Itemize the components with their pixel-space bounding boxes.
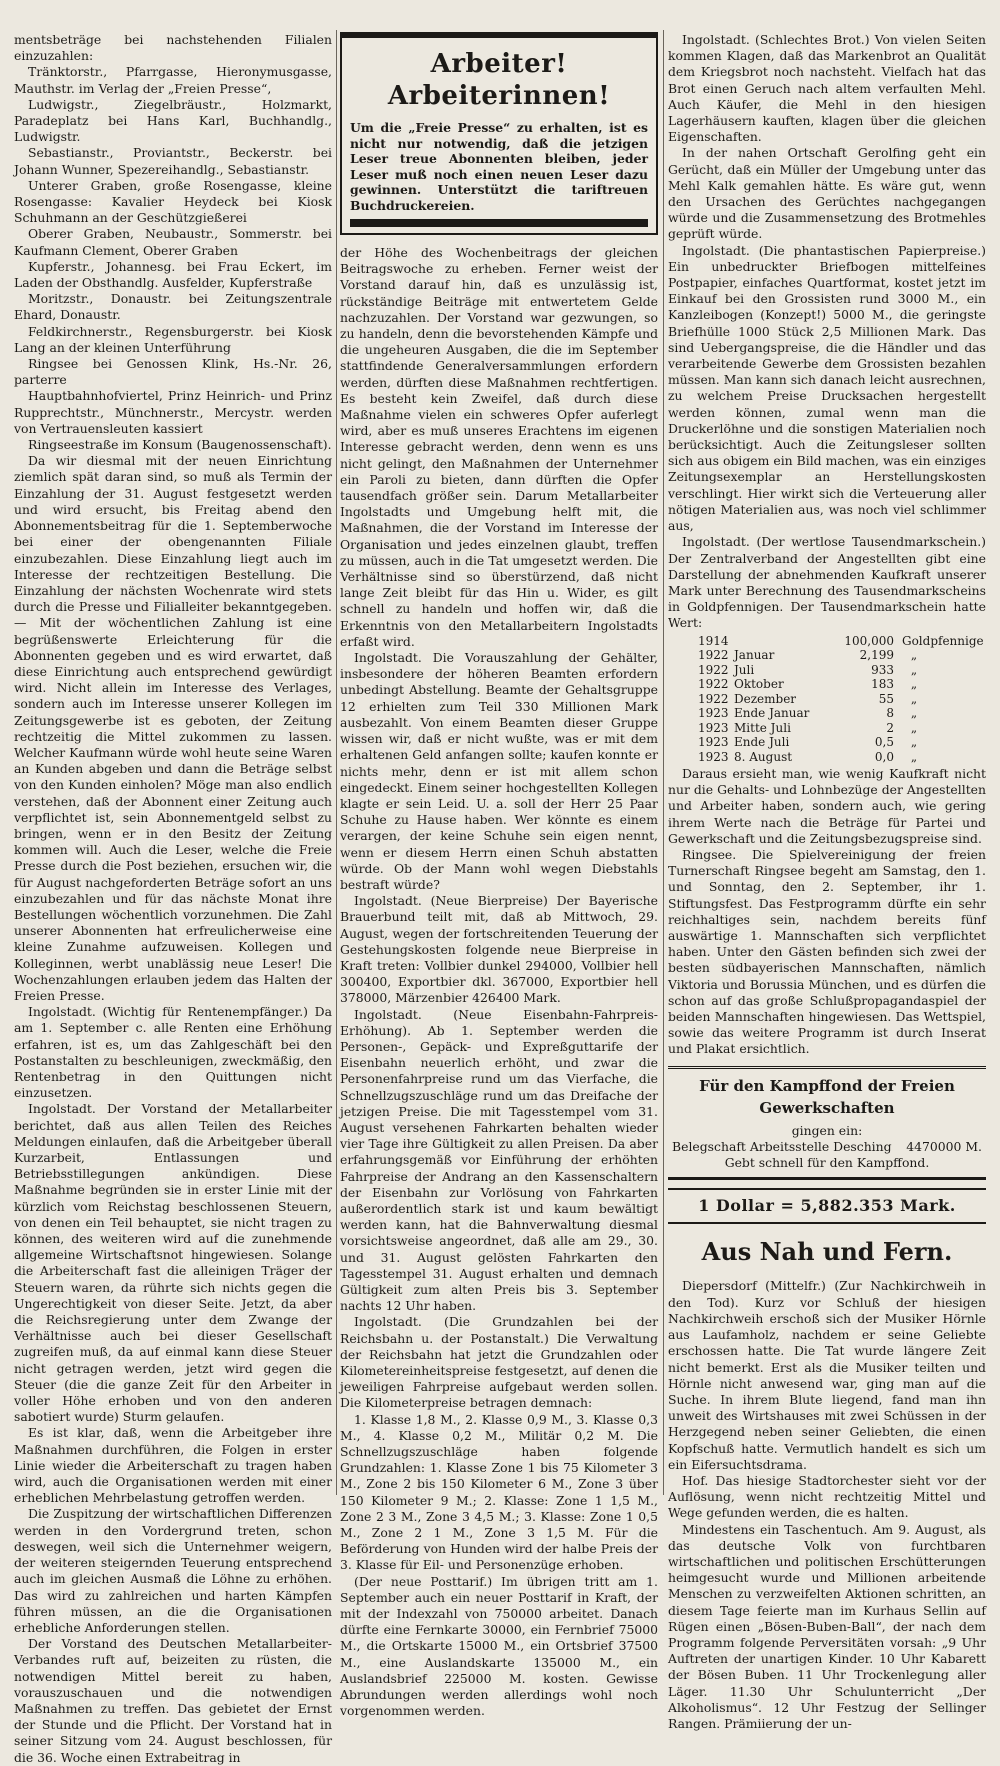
table-cell-month: Dezember bbox=[734, 691, 797, 706]
article-paragraph: Ringsee. Die Spielvereinigung der freien Turnerschaft Ringsee begeht am Samstag, den 1. und Sonntag, den 2. September, ihr 1. Stiftungsfest. Das Festprogramm dürfte ein sehr reichhaltiges sein, nachdem bereits fünf auswärtige 1. Mannschaften sich verpflichtet haben. Unter den Gästen befinden sich zwei der besten südbayerischen Mannschaften, nämlich Viktoria und Borussia München, und es dürfen die schon auf das große Schlußpropagandaspiel der beiden Mannschaften hingewiesen. Das Wettspiel, sowie das weitere Programm ist durch Inserat und Plakat ersichtlich. bbox=[668, 847, 986, 1057]
appeal-rule bbox=[350, 219, 648, 227]
article-paragraph: Ingolstadt. Die Vorauszahlung der Gehälter, insbesondere der höheren Beamten erfordern unbedingt Abstellung. Beamte der Gehaltsgruppe 12 erhielten zum Teil 330 Millionen Mark ausbezahlt. Von einem Beamten dieser Gruppe wissen wir, daß er nicht wußte, was er mit dem erhaltenen Geld anfangen sollte; kaufen konnte er nichts mehr, denn er ist mit allem schon eingedeckt. Einem seiner hochgestellten Kollegen klagte er sein Leid. U. a. soll der Herr 25 Paar Schuhe zu Hause haben. Wer könnte es einem verargen, der keine Schuhe sein eigen nennt, wenn er diesem Herrn einen Schuh abstatten würde. Ob der Mann wohl wegen Diebstahls bestraft würde? bbox=[340, 650, 658, 892]
article-paragraph: Ringseestraße im Konsum (Baugenossenschaft). bbox=[28, 437, 332, 453]
article-paragraph: Ingolstadt. (Die phantastischen Papierpreise.) Ein unbedruckter Briefbogen mittelfeines Postpapier, einfaches Quartformat, kostet jetzt im Einkauf bei den Grossisten rund 3000 M., ein Kanzleibogen (Konzept!) 5000 M., die geringste Briefhülle 1000 Stück 2,5 Millionen Mark. Das sind Uebergangspreise, die die Händler und das verarbeitende Gewerbe dem Grossisten bezahlen müssen. Man kann sich danach leicht ausrechnen, zu welchem Preise Drucksachen hergestellt werden können, zumal wenn man die Druckerlöhne und die sonstigen Materialien noch berücksichtigt. Auch die Zeitungsleser sollten sich aus obigem ein Bild machen, was ein einziges Zeitungsexemplar an Herstellungskosten verschlingt. Hier wirkt sich die Verteuerung aller nötigen Materialien aus, was noch viel schlimmer aus, bbox=[668, 242, 986, 534]
article-paragraph: Da wir diesmal mit der neuen Einrichtung ziemlich spät daran sind, so muß als Termin der Einzahlung der 31. August festgesetzt werden und wird ersucht, bis Freitag abend den Abonnementsbeitrag für die 1. Septemberwoche bei einer der obengenannten Filiale einzubezahlen. Diese Einzahlung liegt auch im Interesse der rechtzeitigen Bestellung. Die Einzahlung der nächsten Wochenrate wird stets durch die Presse und Filialleiter bekanntgegeben. — Mit der wöchentlichen Zahlung ist eine begrüßenswerte Erleichterung für die Abonnenten gegeben und es wird erwartet, daß diese Einrichtung auch entsprechend gewürdigt wird. Nicht allein im Interesse des Verlages, sondern auch im Interesse unserer Kollegen im Zeitungsgewerbe ist es geboten, der Zeitung rechtzeitig die Mittel zukommen zu lassen. Welcher Kaufmann würde wohl heute seine Waren an Kunden abgeben und dann die Beträge selbst von den Kunden einholen? Möge man also endlich verstehen, daß der Abonnent einer Zeitung auch verpflichtet ist, sein Abonnementgeld selbst zu bringen, wenn er in den Besitz der Zeitung kommen will. Auch die Leser, welche die Freie Presse durch die Post beziehen, ersuchen wir, die für August nachgeforderten Beträge sofort an uns einzubezahlen und für das nächste Monat ihre Bestellungen wöchentlich vorzunehmen. Die Zahl unserer Abonnenten hat erfreulicherweise eine kleine Zunahme aufzuweisen. Kollegen und Kolleginnen, werbt unablässig neue Leser! Die Wochenzahlungen erlauben jedem das Halten der Freien Presse. bbox=[14, 453, 332, 1003]
table-cell-unit: „ bbox=[910, 735, 918, 750]
table-cell-value: 100,000 bbox=[844, 633, 894, 648]
table-cell-unit: „ bbox=[910, 749, 918, 764]
article-paragraph: Diepersdorf (Mittelfr.) (Zur Nachkirchweih in den Tod). Kurz vor Schluß der hiesigen Nachkirchweih erschoß sich der Musiker Hörnle aus Laufamholz, nachdem er seine Geliebte erschossen hatte. Die Tat wurde längere Zeit nicht bemerkt. Erst als die Musiker teilten und Hörnle nicht anwesend war, ging man auf die Suche. In ihrem Blute liegend, fand man ihn unweit des Wirtshauses mit zwei Schüssen in der Herzgegend neben seiner Geliebten, die einen Kopfschuß hatte. Vermutlich handelt es sich um ein Eifersuchtsdrama. bbox=[668, 1278, 986, 1472]
table-cell-year: 1923 bbox=[698, 749, 729, 764]
table-cell-value: 933 bbox=[871, 662, 894, 677]
table-cell-unit: „ bbox=[910, 662, 918, 677]
table-row bbox=[698, 677, 986, 692]
right-column bbox=[668, 32, 986, 1731]
table-row bbox=[698, 721, 986, 736]
fund-entry bbox=[672, 1139, 982, 1155]
table-cell-value: 8 bbox=[886, 706, 894, 721]
column-divider bbox=[336, 30, 337, 1495]
article-paragraph: Feldkirchnerstr., Regensburgerstr. bei Kiosk Lang an der kleinen Unterführung bbox=[14, 323, 332, 355]
article-paragraph: Tränktorstr., Pfarrgasse, Hieronymusgasse, Mauthstr. im Verlag der „Freien Presse“, bbox=[14, 64, 332, 96]
article-paragraph: Ingolstadt. (Neue Bierpreise) Der Bayerische Brauerbund teilt mit, daß ab Mittwoch, 29. August, wegen der fortschreitenden Teuerung der Gestehungskosten folgende neue Bierpreise in Kraft treten: Vollbier dunkel 294000, Vollbier hell 300400, Exportbier dkl. 367000, Exportbier hell 378000, Märzenbier 426400 Mark. bbox=[340, 893, 658, 1006]
appeal-box bbox=[340, 32, 658, 235]
article-paragraph: 1. Klasse 1,8 M., 2. Klasse 0,9 M., 3. Klasse 0,3 M., 4. Klasse 0,2 M., Militär 0,2 M. Die Schnellzugszuschläge haben folgende Grundzahlen: 1. Klasse Zone 1 bis 75 Kilometer 3 M., Zone 2 bis 150 Kilometer 6 M., Zone 3 über 150 Kilometer 9 M.; 2. Klasse: Zone 1 1,5 M., Zone 2 3 M., Zone 3 4,5 M.; 3. Klasse: Zone 1 0,5 M., Zone 2 1 M., Zone 3 1,5 M. Für die Beförderung von Hunden wird der halbe Preis der 3. Klasse für Eil- und Personenzüge erhoben. bbox=[340, 1411, 658, 1573]
fund-notice bbox=[668, 1066, 986, 1181]
article-paragraph: Hof. Das hiesige Stadtorchester sieht vor der Auflösung, wenn nicht rechtzeitig Mittel und Wege gefunden werden, die es halten. bbox=[668, 1472, 986, 1521]
table-row bbox=[698, 692, 986, 707]
article-paragraph: Es ist klar, daß, wenn die Arbeitgeber ihre Maßnahmen durchführen, die Folgen in erster Linie wieder die Arbeiterschaft zu tragen haben wird, auch die Organisationen werden mit einer erheblichen Mehrbelastung getroffen werden. bbox=[14, 1425, 332, 1506]
article-paragraph: Moritzstr., Donaustr. bei Zeitungszentrale Ehard, Donaustr. bbox=[14, 291, 332, 323]
article-paragraph: der Höhe des Wochenbeitrags der gleichen Beitragswoche zu erheben. Ferner weist der Vorstand darauf hin, daß es unzulässig ist, rückständige Beiträge mit entwertetem Gelde nachzuzahlen. Der Vorstand war gezwungen, so zu handeln, denn die bevorstehenden Kämpfe und die ungeheuren Ausgaben, die die im September stattfindende Generalversammlungen erfordern werden, dürften diese Maßnahmen rechtfertigen. Es besteht kein Zweifel, daß durch diese Maßnahme vielen ein schweres Opfer auferlegt wird, aber es muß unseres Erachtens im eigenen Interesse gebracht werden, denn wenn es uns nicht gelingt, den Maßnahmen der Unternehmer ein Paroli zu bieten, dann dürften die Opfer tausendfach größer sein. Darum Metallarbeiter Ingolstadts und Umgebung helft mit, die Maßnahmen, die der Vorstand im Interesse der Organisation und jedes einzelnen glaubt, treffen zu müssen, auch in die Tat umgesetzt werden. Die Verhältnisse sind so überstürzend, daß nicht lange Zeit bleibt für das Hin u. Wider, es gilt schnell zu handeln und hoffen wir, daß die Erkenntnis von den Metallarbeitern Ingolstadts erfaßt wird. bbox=[340, 245, 658, 649]
table-cell-unit: „ bbox=[910, 648, 918, 663]
table-cell-unit: Goldpfennige bbox=[902, 633, 984, 648]
table-cell-year: 1923 bbox=[698, 706, 729, 721]
article-paragraph: mentsbeträge bei nachstehenden Filialen einzuzahlen: bbox=[14, 32, 332, 64]
table-cell-month: Juli bbox=[734, 662, 755, 677]
table-cell-unit: „ bbox=[910, 691, 918, 706]
column-divider bbox=[663, 30, 664, 1495]
table-cell-month: Mitte Juli bbox=[734, 720, 791, 735]
article-paragraph: Ingolstadt. (Neue Eisenbahn-Fahrpreis-Erhöhung). Ab 1. September werden die Personen-, Gepäck- und Expreßguttarife der Eisenbahn neuerlich erhöht, und zwar die Personenfahrpreise rund um das Vierfache, die Schnellzugszuschläge rund um das Dreifache der jetzigen Preise. Die mit Tagesstempel vom 31. August versehenen Fahrkarten behalten wieder vier Tage ihre Gültigkeit zu allen Preisen. Da aber erfahrungsgemäß vor Einführung der erhöhten Fahrpreise der Andrang an den Kassenschaltern der Eisenbahn zur Vorlösung von Fahrkarten außerordentlich stark ist und kaum bewältigt werden kann, hat die Bahnverwaltung diesmal vorsichtsweise angeordnet, daß alle am 29., 30. und 31. August gelösten Fahrkarten den Tagesstempel 31. August erhalten und demnach Gültigkeit zum alten Preis bis 3. September nachts 12 Uhr haben. bbox=[340, 1006, 658, 1314]
article-paragraph: In der nahen Ortschaft Gerolfing geht ein Gerücht, daß ein Müller der Umgebung unter das Mehl Kalk gemahlen hätte. Es wäre gut, wenn den Ursachen des Gerüchtes nachgegangen würde und die Zusammensetzung des Brotmehles geprüft würde. bbox=[668, 145, 986, 242]
article-paragraph: Ingolstadt. (Die Grundzahlen bei der Reichsbahn u. der Postanstalt.) Die Verwaltung der Reichsbahn hat jetzt die Grundzahlen oder Kilometereinheitspreise festgesetzt, auf denen die jeweiligen Fahrpreise aufgebaut werden sollen. Die Kilometerpreise betragen demnach: bbox=[340, 1314, 658, 1411]
article-paragraph: Der Vorstand des Deutschen Metallarbeiter-Verbandes ruft auf, beizeiten zu rüsten, die notwendigen Mittel bereit zu haben, vorauszuschauen und die notwendigen Maßnahmen zu treffen. Das gebietet der Ernst der Stunde und die Pflicht. Der Vorstand hat in seiner Sitzung vom 24. August beschlossen, für die 36. Woche einen Extrabeitrag in bbox=[14, 1636, 332, 1765]
exchange-rate: 1 Dollar = 5,882.353 Mark. bbox=[668, 1188, 986, 1224]
table-row bbox=[698, 634, 986, 649]
article-paragraph: Oberer Graben, Neubaustr., Sommerstr. bei Kaufmann Clement, Oberer Graben bbox=[14, 226, 332, 258]
table-cell-year: 1923 bbox=[698, 735, 729, 750]
table-cell-year: 1922 bbox=[698, 691, 729, 706]
table-cell-value: 55 bbox=[878, 691, 894, 706]
table-cell-year: 1922 bbox=[698, 662, 729, 677]
article-paragraph: Kupferstr., Johannesg. bei Frau Eckert, im Laden der Obsthandlg. Ausfelder, Kupferstraße bbox=[14, 258, 332, 291]
article-paragraph: Die Zuspitzung der wirtschaftlichen Differenzen werden in den Vordergrund treten, schon deswegen, weil sich die Unternehmer weigern, der weiteren steigernden Teuerung entsprechend auch im gleichen Ausmaß die Löhne zu erhöhen. Das wird zu zahlreichen und harten Kämpfen führen müssen, an die die Organisationen erhebliche Anforderungen stellen. bbox=[14, 1506, 332, 1635]
table-cell-month: Ende Januar bbox=[734, 706, 810, 721]
article-paragraph: Hauptbahnhofviertel, Prinz Heinrich- und Prinz Rupprechtstr., Münchnerstr., Mercystr. werden von Vertrauensleuten kassiert bbox=[14, 388, 332, 436]
article-paragraph: (Der neue Posttarif.) Im übrigen tritt am 1. September auch ein neuer Posttarif in Kraft, der mit der Indexzahl von 750000 arbeitet. Danach dürfte eine Fernkarte 30000, ein Fernbrief 75000 M., die Ortskarte 15000 M., ein Ortsbrief 37500 M., eine Auslandskarte 135000 M., ein Auslandsbrief 225000 M. kosten. Gewisse Abrundungen werden allerdings wohl noch vorgenommen werden. bbox=[340, 1573, 658, 1719]
table-cell-month: Ende Juli bbox=[734, 735, 790, 750]
section-title: Aus Nah und Fern. bbox=[701, 1237, 953, 1267]
fund-title: Für den Kampffond der Freien Gewerkschaften bbox=[699, 1076, 955, 1117]
fund-donor: Belegschaft Arbeitsstelle Desching bbox=[672, 1138, 892, 1154]
appeal-text: Um die „Freie Presse“ zu erhalten, ist es nicht nur notwendig, daß die jetzigen Leser treue Abonnenten bleiben, jeder Leser muß noch einen neuen Leser dazu gewinnen. Unterstützt die tariftreuen Buchdruckereien. bbox=[350, 120, 648, 213]
middle-column bbox=[340, 32, 658, 1719]
article-paragraph: Unterer Graben, große Rosengasse, kleine Rosengasse: Kavalier Heydeck bei Kiosk Schuhmann an der Geschützgießerei bbox=[14, 177, 332, 226]
article-paragraph: Ingolstadt. (Schlechtes Brot.) Von vielen Seiten kommen Klagen, daß das Markenbrot an Qualität dem Kriegsbrot noch nachsteht. Vielfach hat das Brot einen Geruch nach altem verfaulten Mehl. Auch Käufer, die Mehl in den hiesigen Lagerhäusern kauften, klagen über die gleichen Eigenschaften. bbox=[668, 32, 986, 145]
table-row bbox=[698, 750, 986, 765]
table-cell-unit: „ bbox=[910, 720, 918, 735]
table-cell-value: 2,199 bbox=[859, 648, 894, 663]
fund-intro: gingen ein: bbox=[791, 1122, 863, 1138]
table-cell-year: 1922 bbox=[698, 677, 729, 692]
article-paragraph: Ingolstadt. (Der wertlose Tausendmarkschein.) Der Zentralverband der Angestellten gibt eine Darstellung der abnehmenden Kaufkraft unserer Mark unter Berechnung des Tausendmarkscheins in Goldpfennigen. Der Tausendmarkschein hatte Wert: bbox=[668, 534, 986, 631]
table-row bbox=[698, 735, 986, 750]
table-cell-month bbox=[734, 634, 824, 649]
fund-note: Gebt schnell für den Kampffond. bbox=[724, 1155, 930, 1171]
table-row bbox=[698, 706, 986, 721]
table-cell-month: Januar bbox=[734, 648, 775, 663]
table-cell-value: 2 bbox=[886, 720, 894, 735]
table-cell-year: 1922 bbox=[698, 648, 729, 663]
article-paragraph: Ingolstadt. Der Vorstand der Metallarbeiter berichtet, daß aus allen Teilen des Reiches Meldungen einlaufen, daß die Arbeitgeber überall Kurzarbeit, Entlassungen und Betriebsstillegungen ankündigen. Diese Maßnahme begründen sie in erster Linie mit der kürzlich vom Reichstag beschlossenen Steuern, von denen ein Teil behauptet, sie nicht tragen zu können, des weiteren wird auf die zunehmende allgemeine Wirtschaftsnot hingewiesen. Solange die Arbeiterschaft fast die alleinigen Träger der Steuern waren, da rührte sich nichts gegen die Ungerechtigkeit von dieser Seite. Jetzt, da aber die Reichsregierung unter dem Zwange der Verhältnisse auch bei dieser Gesellschaft zugreifen muß, da auf einmal kann diese Steuer nicht getragen werden, jetzt wird gegen die Steuer (die die ganze Zeit für den Arbeiter in voller Höhe erhoben und von den anderen sabotiert wurde) Sturm gelaufen. bbox=[14, 1101, 332, 1425]
table-cell-month: Oktober bbox=[734, 677, 784, 692]
table-cell-year: 1914 bbox=[698, 633, 729, 648]
article-paragraph: Ingolstadt. (Wichtig für Rentenempfänger.) Da am 1. September c. alle Renten eine Erhöhung erfahren, ist es, um das Zahlgeschäft bei den Postanstalten zu beschleunigen, zweckmäßig, den Rentenbetrag in den Quittungen nicht einzusetzen. bbox=[14, 1004, 332, 1101]
left-column bbox=[14, 32, 332, 1765]
article-paragraph: Ludwigstr., Ziegelbräustr., Holzmarkt, Paradeplatz bei Hans Karl, Buchhandlg., Ludwigstr. bbox=[14, 96, 332, 145]
table-cell-unit: „ bbox=[910, 677, 918, 692]
article-paragraph: Sebastianstr., Proviantstr., Beckerstr. bei Johann Wunner, Spezereihandlg., Sebastianstr. bbox=[14, 145, 332, 177]
article-paragraph: Ringsee bei Genossen Klink, Hs.-Nr. 26, parterre bbox=[14, 356, 332, 388]
table-cell-month: 8. August bbox=[734, 749, 793, 764]
value-table bbox=[698, 634, 986, 765]
table-cell-value: 0,5 bbox=[874, 735, 894, 750]
table-cell-unit: „ bbox=[910, 706, 918, 721]
article-paragraph: Daraus ersieht man, wie wenig Kaufkraft nicht nur die Gehalts- und Lohnbezüge der Angestellten und Arbeiter haben, sondern auch, wie gering ihrem Werte nach die Beträge für Partei und Gewerkschaft und die Zeitungsbezugspreise sind. bbox=[668, 766, 986, 846]
fund-amount: 4470000 M. bbox=[906, 1138, 982, 1154]
table-cell-year: 1923 bbox=[698, 720, 729, 735]
table-cell-value: 0,0 bbox=[874, 749, 894, 764]
table-row bbox=[698, 663, 986, 678]
article-paragraph: Mindestens ein Taschentuch. Am 9. August, als das deutsche Volk von furchtbaren wirtschaftlichen und politischen Erschütterungen heimgesucht wurde und Millionen arbeitende Menschen zu verzweifelten Aktionen schritten, an diesem Tage feierte man im Kurhaus Sellin auf Rügen einen „Bösen-Buben-Ball“, der nach dem Programm folgende Perversitäten vorsah: „9 Uhr Auftreten der unartigen Kinder. 10 Uhr Kabarett der Bösen Buben. 11 Uhr Trockenlegung aller Läger. 11.30 Uhr Schulunterricht „Der Alkoholismus“. 12 Uhr Festzug der Sellinger Rangen. Prämiierung der un- bbox=[668, 1521, 986, 1731]
table-cell-value: 183 bbox=[871, 677, 894, 692]
table-row bbox=[698, 648, 986, 663]
appeal-title: Arbeiter! Arbeiterinnen! bbox=[387, 49, 611, 111]
